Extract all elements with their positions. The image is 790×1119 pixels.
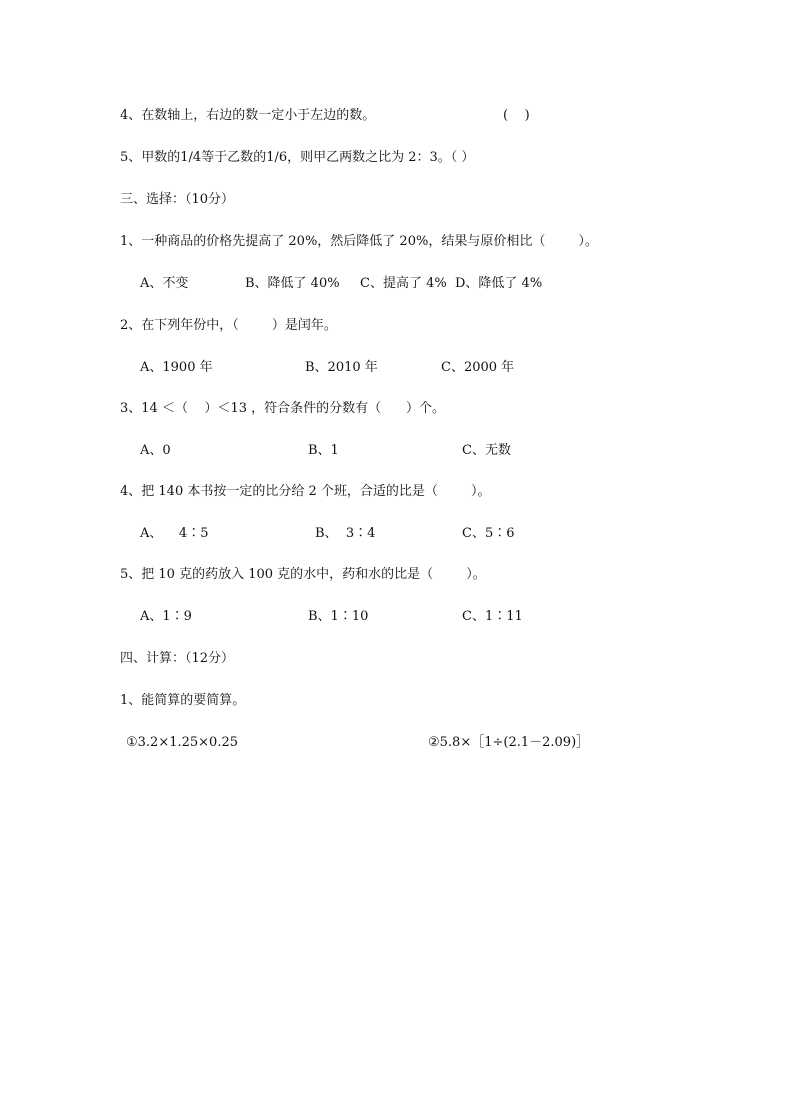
mc-q2-option-a[interactable]: A、1900 年 bbox=[140, 360, 213, 375]
mc-q4-option-c[interactable]: C、5∶6 bbox=[462, 526, 515, 541]
mc-q4-option-b[interactable]: B、 3∶4 bbox=[315, 526, 376, 541]
mc-q3-option-c[interactable]: C、无数 bbox=[462, 443, 511, 458]
mc-question-2: 2、在下列年份中，（ ）是闰年。 bbox=[120, 318, 337, 333]
mc-q4-option-a[interactable]: A、 4∶5 bbox=[140, 526, 209, 541]
tf-question-5: 5、甲数的1/4等于乙数的1/6，则甲乙两数之比为 2：3。（ ） bbox=[120, 150, 475, 165]
mc-question-3: 3、14 ＜（ ）＜13 ，符合条件的分数有（ ）个。 bbox=[120, 401, 445, 416]
section-4-title: 四、计算：（12分） bbox=[120, 651, 235, 666]
mc-q1-option-d[interactable]: D、降低了 4% bbox=[455, 276, 543, 291]
mc-question-5: 5、把 10 克的药放入 100 克的水中，药和水的比是（ ）。 bbox=[120, 567, 486, 582]
mc-question-4: 4、把 140 本书按一定的比分给 2 个班，合适的比是（ ）。 bbox=[120, 484, 491, 499]
mc-q2-option-c[interactable]: C、2000 年 bbox=[441, 360, 515, 375]
mc-q2-option-b[interactable]: B、2010 年 bbox=[305, 360, 378, 375]
mc-q1-option-b[interactable]: B、降低了 40% bbox=[245, 276, 340, 291]
calc-problem-1: ①3.2×1.25×0.25 bbox=[126, 735, 239, 750]
mc-q5-option-a[interactable]: A、1∶9 bbox=[140, 609, 192, 624]
mc-q3-option-a[interactable]: A、0 bbox=[140, 443, 171, 458]
section-3-title: 三、选择：（10分） bbox=[120, 192, 235, 207]
calc-problem-2: ②5.8×［1÷(2.1－2.09)］ bbox=[428, 735, 590, 750]
mc-q3-option-b[interactable]: B、1 bbox=[308, 443, 339, 458]
tf-answer-blank-4[interactable]: ( ) bbox=[503, 108, 530, 123]
mc-q5-option-b[interactable]: B、1∶10 bbox=[308, 609, 369, 624]
calc-instruction: 1、能简算的要简算。 bbox=[120, 693, 246, 708]
mc-q1-option-a[interactable]: A、不变 bbox=[140, 276, 189, 291]
tf-question-4: 4、在数轴上，右边的数一定小于左边的数。 bbox=[120, 108, 376, 123]
mc-question-1: 1、一种商品的价格先提高了 20%，然后降低了 20%，结果与原价相比（ ）。 bbox=[120, 234, 598, 249]
mc-q1-option-c[interactable]: C、提高了 4% bbox=[360, 276, 447, 291]
mc-q5-option-c[interactable]: C、1∶11 bbox=[462, 609, 523, 624]
